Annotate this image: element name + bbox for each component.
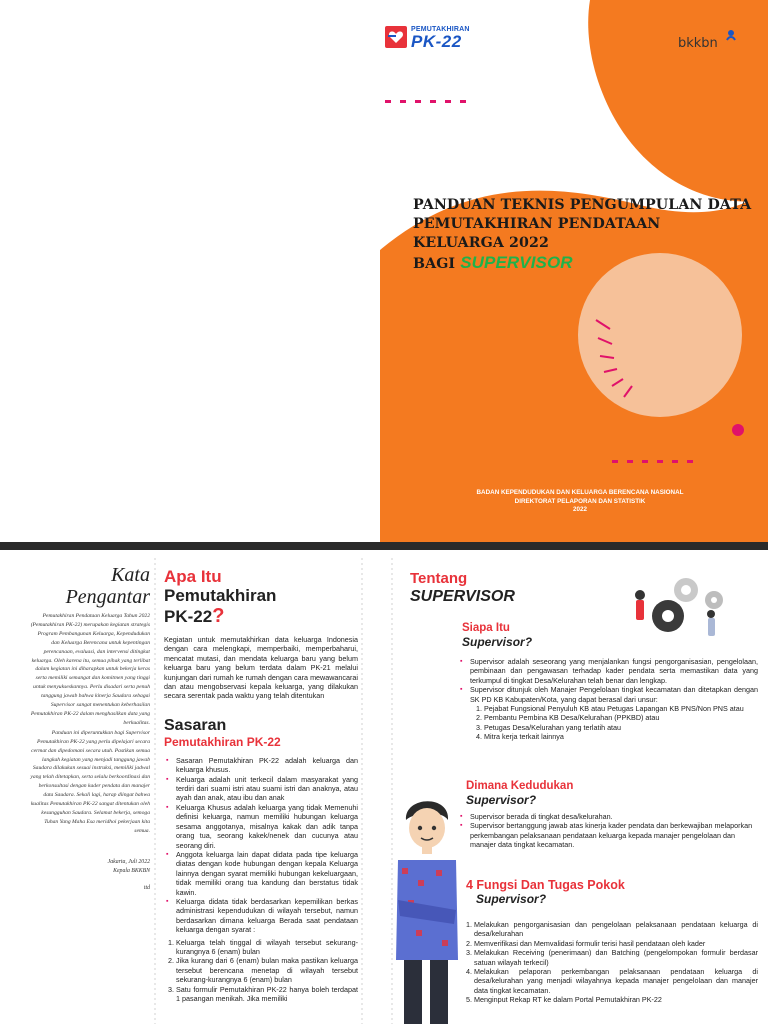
sasaran-num-1: 1. Keluarga telah tinggal di wilayah tersebut sekurang-kurangnya 6 (enam) bulan (176, 938, 358, 957)
fungsi-item-3: 3. Melakukan Receiving (penerimaan) dan Batching (pengelompokan formulir berdasar satuan wilayah terkecil) (474, 948, 758, 967)
title-line-2: PEMUTAKHIRAN PENDATAAN (413, 216, 661, 232)
siapa-numbered-list (472, 704, 758, 742)
fungsi-item-1: 1. Melakukan pengorganisasian dan pengelolaan pelaksanaan pendataan keluarga di desa/kelurahan (474, 920, 758, 939)
bkkbn-mark-icon (725, 28, 737, 42)
org-line-2: DIREKTORAT PELAPORAN DAN STATISTIK (514, 497, 646, 505)
dimana-heading (466, 780, 666, 807)
cover-org-info (430, 489, 730, 515)
sasaran-item-4: ▪ Anggota keluarga lain dapat didata pada tipe keluarga diatas dengan kode hubungan dengan kepala Keluarga lainnya dengan syarat memiliki hubungan kekeluargaan, tidak memiliki orang tua kandung dan berstatus tidak kawin. (172, 850, 358, 897)
siapa-item-1: ▪ Supervisor adalah seseorang yang menjalankan fungsi pengorganisasian, pengelolaan, pembinaan dan pengawasan terhadap kader pendata serta memastikan data yang terkumpul di tingkat Desa/Kelurahan telah benar dan lengkap. (466, 657, 758, 685)
org-line-3: 2022 (572, 506, 587, 513)
inner-page (0, 550, 768, 1024)
siapa-title-2: Supervisor? (462, 635, 533, 649)
siapa-num-4: 4. Mitra kerja terkait lainnya (484, 732, 758, 741)
heart-logo-icon (385, 26, 407, 48)
title-line-3: KELUARGA 2022 (413, 235, 549, 251)
question-mark: ? (212, 605, 225, 627)
fungsi-item-4: 4. Melakukan pelaporan perkembangan pelaksanaan pendataan keluarga di desa/kelurahan yang menjadi wilayahnya kepada manajer pengelolaan dan manajer data tingkat kecamatan. (474, 967, 758, 995)
siapa-heading (462, 622, 622, 649)
kata-title-1: Kata (111, 564, 150, 586)
fungsi-heading (466, 878, 726, 907)
apa-title-3 (164, 606, 358, 627)
title-bagi: BAGI (413, 256, 456, 272)
siapa-num-2: 2. Pembantu Pembina KB Desa/Kelurahan (PPKBD) atau (484, 713, 758, 722)
logo-main-text: PK-22 (411, 32, 462, 51)
kata-sign-title: Kepala BKKBN (113, 867, 150, 874)
sasaran-title-2: Pemutakhiran PK-22 (164, 734, 281, 749)
sasaran-list (164, 756, 358, 935)
sasaran-item-3: ▪ Keluarga Khusus adalah keluarga yang tidak Memenuhi definisi keluarga, namun memiliki hubungan keluarga sesama anggotanya, misalnya kakak dan adik tanpa orang tua, seorang kakek/nenek dan cucunya atau seorang diri. (172, 803, 358, 850)
sasaran-numbered-list (164, 938, 358, 1004)
title-line-1: PANDUAN TEKNIS PENGUMPULAN DATA (413, 197, 752, 213)
kata-title-2: Pengantar (65, 586, 150, 608)
fungsi-item-5: 5. Menginput Rekap RT ke dalam Portal Pemutakhiran PK-22 (474, 995, 758, 1004)
sasaran-item-1: ▪ Sasaran Pemutakhiran PK-22 adalah keluarga dan keluarga khusus. (172, 756, 358, 775)
dimana-list (458, 812, 758, 850)
org-line-1: BADAN KEPENDUDUKAN DAN KELUARGA BERENCANA NASIONAL (476, 489, 684, 496)
fungsi-list (462, 920, 758, 1005)
kata-body: Pemutakhiran Pendataan Keluarga Tahun 2022 (Pemutakhiran PK-22) merupakan kegiatan strategis Program Pembangunan Keluarga, Kependudukan dan Keluarga Berencana untuk kepentingan perencanaan, evaluasi, dan intervensi ditingkat keluarga. Oleh karena itu, semua pihak yang terlibat dalam kegiatan ini diharapkan untuk bekerja keras serta memiliki semangat dan komitmen yang tinggi untuk menyukseskannya. Perlu disadari serta penuh tanggung jawab bahwa kinerja Saudara sebagai Supervisor sangat menentukan keberhasilan Pemutakhiran PK-22 dalam menghasilkan data yang berkualitas. (30, 613, 150, 726)
bkkbn-text: bkkbn (678, 36, 718, 51)
peach-circle (578, 253, 742, 417)
sasaran-item-5: ▪ Keluarga didata tidak berdasarkan kepemilikan berkas administrasi kependudukan di wilayah tersebut, namun berdasarkan dimana keluarga Berada saat pendataan keluarga dengan syarat : (172, 897, 358, 935)
pk22-logo (385, 26, 475, 51)
cover-title (413, 196, 753, 274)
sasaran-num-3: 3. Satu formulir Pemutakhiran PK-22 hanya boleh terdapat 1 pasangan menikah. Jika memiliki (176, 985, 358, 1004)
fungsi-title-2: Supervisor? (476, 892, 547, 906)
title-line-4 (413, 253, 753, 274)
title-role: SUPERVISOR (460, 253, 573, 272)
sasaran-num-2: 2. Jika kurang dari 6 (enam) bulan maka pastikan keluarga tersebut berencana menetap di wilayah tersebut sekurang-kurangnya 6 (enam) bulan (176, 956, 358, 984)
kata-pengantar-section (30, 564, 150, 893)
magenta-dot (732, 424, 744, 436)
kata-body-2: Panduan ini diperuntukkan bagi Supervisor Pemutakhiran PK-22 yang perlu dipelajari secara cermat dan dipedomani secara utuh. Pastikan semua langkah kegiatan yang menjadi tanggung jawab Saudara dilakukan sesuai instruksi, memiliki jadwal yang telah ditetapkan, serta selalu berkoordinasi dan berkonsultasi dengan kader pendata dan manajer data Saudara. Sekali lagi, harap diingat bahwa kualitas Pemutakhiran PK-22 sangat ditentukan oleh kesungguhan Saudara. Selamat bekerja, semoga Tuhan Yang Maha Esa meridhoi pekerjaan kita semua. (30, 729, 150, 834)
apa-title-pk22: PK-22 (164, 607, 213, 626)
apa-title-2: Pemutakhiran (164, 586, 277, 605)
fungsi-item-2: 2. Memverifikasi dan Memvalidasi formulir terisi hasil pendataan oleh kader (474, 939, 758, 948)
sasaran-title-1: Sasaran (164, 716, 227, 734)
tentang-title-2: SUPERVISOR (410, 588, 515, 605)
bkkbn-logo (678, 34, 718, 54)
dimana-title-2: Supervisor? (466, 793, 537, 807)
siapa-title-1: Siapa Itu (462, 622, 510, 634)
apa-itu-section (164, 568, 358, 1003)
dimana-item-1: ▪ Supervisor berada di tingkat desa/kelurahan. (466, 812, 758, 821)
gears-illustration (628, 570, 738, 650)
siapa-num-3: 3. Petugas Desa/Kelurahan yang terlatih atau (484, 723, 758, 732)
dimana-content (458, 812, 758, 850)
fungsi-content (462, 920, 758, 1005)
dimana-title-1: Dimana Kedudukan (466, 780, 574, 792)
sasaran-item-2: ▪ Keluarga adalah unit terkecil dalam masyarakat yang terdiri dari suami istri atau suami istri dan anaknya, atau ayah dan anak, atau ibu dan anak (172, 775, 358, 803)
dotted-line-top (385, 100, 466, 103)
kata-sign-ttd: ttd (143, 884, 150, 891)
dimana-item-2: ▪ Supervisor bertanggung jawab atas kinerja kader pendata dan berkewajiban melaporkan perkembangan pelaksanaan pendataan keluarga kepada manajer pengelolaan dan manajer data tingkat kecamatan. (466, 821, 758, 849)
orange-top-shape (588, 0, 768, 202)
logo-top-text: PEMUTAKHIRAN (411, 26, 470, 33)
siapa-content (458, 657, 758, 742)
apa-title-1: Apa Itu (164, 567, 222, 586)
fungsi-title-1: 4 Fungsi Dan Tugas Pokok (466, 878, 625, 892)
siapa-list (458, 657, 758, 704)
supervisor-character-illustration (392, 790, 462, 1024)
siapa-num-1: 1. Pejabat Fungsional Penyuluh KB atau Petugas Lapangan KB PNS/Non PNS atau (484, 704, 758, 713)
kata-sign-date: Jakarta, Juli 2022 (107, 858, 150, 865)
siapa-item-2: ▪ Supervisor ditunjuk oleh Manajer Pengelolaan tingkat kecamatan dan ditetapkan dengan SK PD KB Kabupaten/Kota, yang dapat berasal dari unsur: (466, 685, 758, 704)
apa-body: Kegiatan untuk memutakhirkan data keluarga Indonesia dengan cara melengkapi, memperbaiki, memperbaharui, mencatat mutasi, dan mendata keluarga baru yang belum keluarga baru yang belum terdata dalam PK-21 melalui kunjungan dari rumah ke rumah dengan cara mewawancarai dan atau mengobservasi kepala keluarga, yang dilakukan secara serentak pada waktu yang telah ditentukan (164, 635, 358, 701)
tentang-title-1: Tentang (410, 570, 468, 587)
